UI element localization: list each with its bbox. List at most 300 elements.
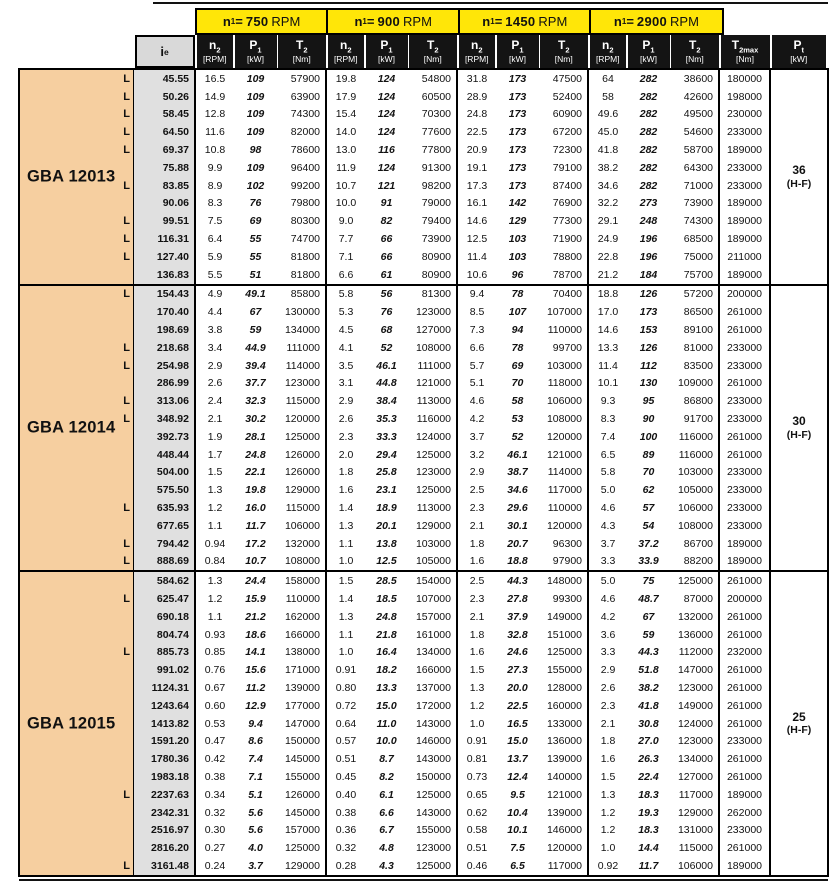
n2-cell: 10.1 bbox=[597, 377, 619, 390]
p1-cell: 59 bbox=[642, 628, 655, 641]
n2-header-unit: [RPM] bbox=[333, 54, 358, 65]
data-row bbox=[458, 839, 587, 857]
p1-cell: 4.0 bbox=[248, 842, 263, 855]
l-marker-column bbox=[111, 70, 133, 284]
n2-cell: 1.1 bbox=[338, 628, 354, 641]
t2-cell: 125000 bbox=[546, 646, 582, 659]
rpm-value: 1450 bbox=[505, 14, 536, 29]
t2-cell: 64300 bbox=[683, 161, 713, 174]
speed-group-column bbox=[325, 70, 456, 284]
data-row bbox=[196, 644, 325, 662]
n1-symbol: n bbox=[222, 14, 231, 29]
n2-cell: 2.1 bbox=[600, 717, 616, 730]
data-row bbox=[458, 481, 587, 499]
data-row bbox=[458, 159, 587, 177]
ratio-cell: 575.50 bbox=[156, 484, 189, 497]
t2-cell: 105000 bbox=[677, 484, 713, 497]
ratio-cell: 116.31 bbox=[157, 233, 189, 246]
t2max-cell: 233000 bbox=[726, 484, 763, 497]
data-row bbox=[458, 446, 587, 464]
p1-cell: 59 bbox=[249, 324, 262, 337]
t2-cell: 150000 bbox=[284, 735, 320, 748]
t2-cell: 139000 bbox=[546, 753, 582, 766]
n2-cell: 8.5 bbox=[469, 306, 485, 319]
p1-cell: 6.1 bbox=[379, 788, 394, 801]
t2-cell: 117000 bbox=[547, 484, 582, 497]
subscript: 1 bbox=[257, 45, 262, 55]
ratio-subscript: e bbox=[163, 46, 169, 57]
data-row bbox=[327, 821, 456, 839]
n2-cell: 0.58 bbox=[466, 824, 488, 837]
p1-cell: 11.7 bbox=[638, 859, 659, 872]
data-row bbox=[196, 321, 325, 339]
t2-cell: 133000 bbox=[546, 717, 582, 730]
data-row bbox=[458, 248, 587, 266]
n2-cell: 4.5 bbox=[338, 324, 354, 337]
t2-cell: 38600 bbox=[683, 72, 713, 85]
n2-cell: 0.30 bbox=[204, 824, 226, 837]
speed-band bbox=[326, 8, 460, 35]
data-row bbox=[589, 768, 718, 786]
data-row bbox=[589, 195, 718, 213]
p1-cell: 16.0 bbox=[245, 502, 266, 515]
p1-cell: 55 bbox=[249, 233, 262, 246]
n2-cell: 2.6 bbox=[338, 413, 354, 426]
pt-mounting-note: (H-F) bbox=[786, 177, 812, 190]
p1-cell: 173 bbox=[639, 306, 658, 319]
l-marker: L bbox=[123, 179, 130, 192]
p1-cell: 116 bbox=[378, 144, 395, 157]
p1-cell: 24.6 bbox=[507, 646, 528, 659]
t2-cell: 127000 bbox=[415, 324, 451, 337]
p1-cell: 21.2 bbox=[245, 610, 266, 623]
ratio-cell: 2237.63 bbox=[151, 788, 189, 801]
p1-cell: 22.5 bbox=[507, 699, 528, 712]
subscript: 1 bbox=[519, 45, 524, 55]
data-row bbox=[327, 608, 456, 626]
p1-cell: 282 bbox=[639, 179, 658, 192]
t2-cell: 171000 bbox=[284, 664, 320, 677]
t2-cell: 160000 bbox=[546, 699, 582, 712]
n2-cell: 0.27 bbox=[204, 842, 226, 855]
equals-sign: = bbox=[626, 14, 634, 29]
t2-cell: 128000 bbox=[546, 681, 582, 694]
p1-header-symbol bbox=[511, 39, 523, 54]
p1-cell: 5.6 bbox=[248, 806, 263, 819]
t2-cell: 71900 bbox=[552, 233, 582, 246]
pt-column bbox=[769, 286, 827, 571]
t2-cell: 123000 bbox=[677, 681, 713, 694]
t2-header bbox=[540, 35, 588, 68]
n1-subscript: 1 bbox=[621, 17, 627, 26]
p1-cell: 18.3 bbox=[638, 788, 659, 801]
t2-cell: 77800 bbox=[421, 144, 451, 157]
n2-cell: 4.6 bbox=[469, 395, 485, 408]
n2-cell: 0.40 bbox=[335, 788, 357, 801]
ratio-cell: 99.51 bbox=[162, 215, 189, 228]
t2-cell: 79800 bbox=[290, 197, 320, 210]
t2-cell: 75700 bbox=[683, 268, 713, 281]
p1-cell: 58 bbox=[511, 395, 524, 408]
t2-cell: 76900 bbox=[552, 197, 582, 210]
t2max-cell: 189000 bbox=[726, 537, 763, 550]
speed-group-column bbox=[325, 286, 456, 571]
n2-cell: 4.6 bbox=[600, 502, 616, 515]
l-marker bbox=[111, 608, 133, 626]
l-marker: L bbox=[123, 215, 130, 228]
n2-cell: 45.0 bbox=[597, 126, 619, 139]
t2-cell: 121000 bbox=[546, 448, 582, 461]
n2-cell: 2.9 bbox=[207, 359, 223, 372]
data-row bbox=[196, 339, 325, 357]
n2-cell: 4.3 bbox=[600, 519, 616, 532]
n2-cell: 1.4 bbox=[338, 502, 354, 515]
l-marker bbox=[111, 661, 133, 679]
ratio-column bbox=[134, 572, 194, 875]
data-row bbox=[196, 572, 325, 590]
n2-cell: 6.6 bbox=[469, 341, 485, 354]
n2-cell: 13.3 bbox=[597, 341, 619, 354]
t2-cell: 143000 bbox=[415, 753, 451, 766]
p1-cell: 102 bbox=[246, 179, 265, 192]
n2-cell: 11.4 bbox=[598, 359, 618, 372]
data-row bbox=[458, 553, 587, 571]
n1-symbol: n bbox=[613, 14, 622, 29]
p1-cell: 89 bbox=[642, 448, 655, 461]
p1-cell: 22.4 bbox=[638, 770, 659, 783]
p1-cell: 98 bbox=[249, 144, 262, 157]
l-marker bbox=[111, 375, 133, 393]
symbol: P bbox=[642, 37, 651, 52]
p1-cell: 29.6 bbox=[507, 502, 528, 515]
n1-subscript: 1 bbox=[490, 17, 495, 26]
ratio-cell: 348.92 bbox=[156, 413, 189, 426]
data-row bbox=[327, 750, 456, 768]
n2-cell: 17.3 bbox=[466, 179, 488, 192]
data-row bbox=[196, 608, 325, 626]
p1-cell: 184 bbox=[639, 268, 658, 281]
t2-cell: 67200 bbox=[552, 126, 582, 139]
header-group bbox=[588, 35, 719, 68]
data-row bbox=[589, 375, 718, 393]
t2-cell: 87400 bbox=[552, 179, 582, 192]
p1-cell: 282 bbox=[639, 108, 658, 121]
p1-cell: 282 bbox=[639, 161, 658, 174]
speed-data bbox=[194, 572, 718, 875]
n2-cell: 1.8 bbox=[469, 628, 485, 641]
symbol: n bbox=[470, 37, 479, 52]
n2-cell: 24.9 bbox=[597, 233, 619, 246]
pt-symbol: $P_t$ bbox=[793, 37, 804, 55]
subscript: 2 bbox=[303, 45, 308, 55]
data-row bbox=[196, 106, 325, 124]
symbol: P bbox=[380, 37, 389, 52]
n2-cell: 1.4 bbox=[338, 593, 354, 605]
n2-cell: 7.5 bbox=[207, 215, 223, 228]
l-marker bbox=[111, 768, 133, 786]
t2-cell: 155000 bbox=[284, 770, 320, 783]
t2-cell: 126000 bbox=[284, 788, 320, 801]
t2max-header bbox=[721, 35, 770, 68]
data-row bbox=[589, 679, 718, 697]
data-row bbox=[196, 410, 325, 428]
l-marker: L bbox=[123, 288, 130, 301]
n2-cell: 11.9 bbox=[336, 161, 356, 174]
ratio-cell: 154.43 bbox=[156, 288, 189, 301]
n2-cell: 2.1 bbox=[207, 413, 223, 426]
n2-cell: 2.3 bbox=[338, 430, 354, 443]
ratio-cell: 2516.97 bbox=[151, 824, 189, 837]
p1-cell: 109 bbox=[246, 90, 265, 103]
t2-cell: 73900 bbox=[421, 233, 451, 246]
pt-column bbox=[769, 572, 827, 875]
t2max-cell: 261000 bbox=[726, 448, 763, 461]
n2-cell: 5.1 bbox=[469, 377, 485, 390]
p1-header bbox=[366, 35, 408, 68]
l-marker bbox=[111, 715, 133, 733]
p1-cell: 5.1 bbox=[248, 788, 263, 801]
t2-cell: 125000 bbox=[415, 859, 451, 872]
n2-cell: 2.6 bbox=[207, 377, 223, 390]
speed-band bbox=[589, 8, 723, 35]
p1-cell: 75 bbox=[642, 575, 655, 588]
data-row bbox=[196, 732, 325, 750]
data-row bbox=[327, 248, 456, 266]
data-row bbox=[458, 464, 587, 482]
t2max-cell: 233000 bbox=[726, 359, 763, 372]
n2-cell: 49.6 bbox=[597, 108, 619, 121]
data-row bbox=[327, 499, 456, 517]
p1-cell: 69 bbox=[249, 215, 262, 228]
pt-unit: [kW] bbox=[790, 54, 808, 65]
p1-cell: 121 bbox=[377, 179, 396, 192]
t2-cell: 138000 bbox=[284, 646, 320, 659]
data-row bbox=[196, 141, 325, 159]
data-row bbox=[327, 321, 456, 339]
p1-cell: 124 bbox=[377, 72, 396, 85]
ratio-cell: 127.40 bbox=[156, 250, 189, 263]
t2-cell: 75000 bbox=[683, 250, 713, 263]
data-row bbox=[327, 572, 456, 590]
data-row bbox=[196, 481, 325, 499]
p1-cell: 54 bbox=[642, 519, 655, 532]
n2-cell: 5.7 bbox=[469, 359, 485, 372]
p1-cell: 17.2 bbox=[245, 537, 266, 550]
data-row bbox=[458, 321, 587, 339]
t2-cell: 81800 bbox=[290, 250, 320, 263]
t2-cell: 97900 bbox=[552, 555, 582, 568]
n2-cell: 9.4 bbox=[469, 288, 485, 301]
n2-cell: 21.2 bbox=[597, 268, 619, 281]
n2-cell: 1.2 bbox=[207, 593, 223, 605]
n2-cell: 28.9 bbox=[466, 90, 488, 103]
data-row bbox=[327, 661, 456, 679]
data-row bbox=[196, 750, 325, 768]
t2max-cell: 233000 bbox=[726, 126, 763, 139]
p1-cell: 4.8 bbox=[379, 842, 394, 855]
n2-cell: 64 bbox=[602, 72, 614, 85]
t2-cell: 154000 bbox=[415, 575, 451, 588]
t2-cell: 91700 bbox=[683, 413, 713, 426]
n2-cell: 1.3 bbox=[600, 788, 616, 801]
p1-cell: 124 bbox=[377, 108, 396, 121]
t2-cell: 139000 bbox=[284, 681, 320, 694]
p1-cell: 273 bbox=[639, 197, 658, 210]
p1-cell: 62 bbox=[642, 484, 655, 497]
n2-cell: 0.91 bbox=[335, 664, 357, 677]
n2-header-unit: [RPM] bbox=[202, 54, 227, 65]
data-row bbox=[589, 106, 718, 124]
l-marker: L bbox=[123, 646, 130, 659]
p1-cell: 69 bbox=[511, 359, 524, 372]
data-row bbox=[327, 679, 456, 697]
t2-header-unit: [Nm] bbox=[423, 54, 442, 65]
l-marker: L bbox=[123, 593, 130, 605]
p1-cell: 10.7 bbox=[245, 555, 266, 568]
t2-cell: 83500 bbox=[683, 359, 713, 372]
p1-header-symbol bbox=[642, 39, 654, 54]
n2-cell: 0.32 bbox=[204, 806, 226, 819]
p1-cell: 282 bbox=[639, 90, 658, 103]
t2-cell: 124000 bbox=[415, 430, 451, 443]
p1-cell: 3.7 bbox=[248, 859, 263, 872]
p1-cell: 5.6 bbox=[248, 824, 263, 837]
data-row bbox=[196, 626, 325, 644]
p1-cell: 126 bbox=[639, 288, 658, 301]
t2-cell: 166000 bbox=[415, 664, 451, 677]
n2-cell: 1.2 bbox=[469, 699, 485, 712]
data-row bbox=[196, 590, 325, 608]
p1-cell: 24.4 bbox=[245, 575, 266, 588]
t2-cell: 145000 bbox=[284, 806, 320, 819]
t2max-cell: 261000 bbox=[726, 770, 763, 783]
p1-cell: 173 bbox=[508, 179, 527, 192]
t2-cell: 85800 bbox=[290, 288, 320, 301]
speed-group-column bbox=[587, 286, 718, 571]
t2-cell: 52400 bbox=[552, 90, 582, 103]
p1-cell: 67 bbox=[249, 306, 262, 319]
p1-cell: 13.8 bbox=[376, 537, 397, 550]
t2max-cell: 189000 bbox=[726, 197, 763, 210]
p1-cell: 70 bbox=[511, 377, 524, 390]
p1-cell: 7.4 bbox=[248, 753, 263, 766]
t2-cell: 74300 bbox=[290, 108, 320, 121]
n2-cell: 7.1 bbox=[338, 250, 354, 263]
data-row bbox=[196, 375, 325, 393]
t2-cell: 78700 bbox=[552, 268, 582, 281]
p1-cell: 12.4 bbox=[507, 770, 528, 783]
n2-cell: 1.2 bbox=[600, 806, 616, 819]
data-row bbox=[458, 266, 587, 284]
t2-cell: 147000 bbox=[677, 664, 713, 677]
n2-cell: 3.4 bbox=[207, 341, 223, 354]
t2-cell: 106000 bbox=[677, 859, 713, 872]
equals-sign: = bbox=[366, 14, 375, 29]
data-row bbox=[589, 572, 718, 590]
speed-band bbox=[195, 8, 329, 35]
data-row bbox=[196, 212, 325, 230]
p1-cell: 8.6 bbox=[248, 735, 263, 748]
data-row bbox=[327, 141, 456, 159]
p1-cell: 39.4 bbox=[245, 359, 266, 372]
p1-cell: 44.3 bbox=[638, 646, 659, 659]
l-marker: L bbox=[123, 788, 130, 801]
t2-cell: 89100 bbox=[683, 324, 713, 337]
t2-cell: 166000 bbox=[284, 628, 320, 641]
t2-cell: 108000 bbox=[546, 413, 582, 426]
n2-cell: 12.8 bbox=[204, 108, 226, 121]
t2-cell: 123000 bbox=[284, 377, 320, 390]
n2-cell: 1.0 bbox=[600, 842, 616, 855]
data-row bbox=[589, 88, 718, 106]
data-row bbox=[327, 428, 456, 446]
product-column bbox=[20, 286, 134, 571]
data-row bbox=[327, 857, 456, 875]
data-row bbox=[589, 750, 718, 768]
n2-cell: 0.34 bbox=[204, 788, 226, 801]
l-marker-column bbox=[111, 286, 133, 571]
t2-cell: 54800 bbox=[421, 72, 451, 85]
n2-cell: 1.5 bbox=[600, 770, 616, 783]
t2-cell: 116000 bbox=[416, 413, 451, 426]
p1-cell: 112 bbox=[640, 359, 657, 372]
symbol: T bbox=[557, 37, 566, 52]
data-row bbox=[327, 481, 456, 499]
p1-cell: 8.7 bbox=[379, 753, 394, 766]
symbol: n bbox=[339, 37, 348, 52]
data-row bbox=[589, 608, 718, 626]
data-row bbox=[458, 106, 587, 124]
n2-cell: 6.4 bbox=[207, 233, 223, 246]
t2-cell: 112000 bbox=[678, 646, 713, 659]
n2-cell: 31.8 bbox=[466, 72, 488, 85]
p1-cell: 76 bbox=[380, 306, 393, 319]
t2-cell: 114000 bbox=[547, 466, 582, 479]
t2-cell: 107000 bbox=[546, 306, 582, 319]
p1-cell: 10.1 bbox=[507, 824, 528, 837]
n2-cell: 16.5 bbox=[204, 72, 226, 85]
l-marker bbox=[111, 428, 133, 446]
data-row bbox=[327, 357, 456, 375]
ratio-cell: 1983.18 bbox=[151, 770, 189, 783]
n2-cell: 12.5 bbox=[466, 233, 488, 246]
n2-cell: 2.4 bbox=[207, 395, 223, 408]
n2-cell: 0.62 bbox=[466, 806, 488, 819]
t2-header-unit: [Nm] bbox=[292, 54, 311, 65]
n2-cell: 1.0 bbox=[338, 646, 354, 659]
ratio-cell: 794.42 bbox=[156, 537, 189, 550]
data-row bbox=[327, 106, 456, 124]
p1-cell: 109 bbox=[246, 126, 265, 139]
data-row bbox=[458, 857, 587, 875]
data-row bbox=[327, 553, 456, 571]
data-row bbox=[327, 375, 456, 393]
n2-cell: 22.5 bbox=[466, 126, 488, 139]
n2-cell: 6.6 bbox=[338, 268, 354, 281]
data-row bbox=[327, 123, 456, 141]
t2-cell: 121000 bbox=[546, 788, 582, 801]
ratio-cell: 2816.20 bbox=[151, 842, 189, 855]
n2-cell: 1.1 bbox=[207, 519, 223, 532]
data-row bbox=[458, 715, 587, 733]
n2-cell: 5.3 bbox=[338, 306, 354, 319]
t2-cell: 120000 bbox=[546, 519, 582, 532]
ratio-cell: 313.06 bbox=[156, 395, 189, 408]
n2-cell: 14.6 bbox=[466, 215, 488, 228]
p1-cell: 173 bbox=[508, 144, 527, 157]
p1-cell: 20.0 bbox=[507, 681, 528, 694]
p1-cell: 37.9 bbox=[507, 610, 528, 623]
